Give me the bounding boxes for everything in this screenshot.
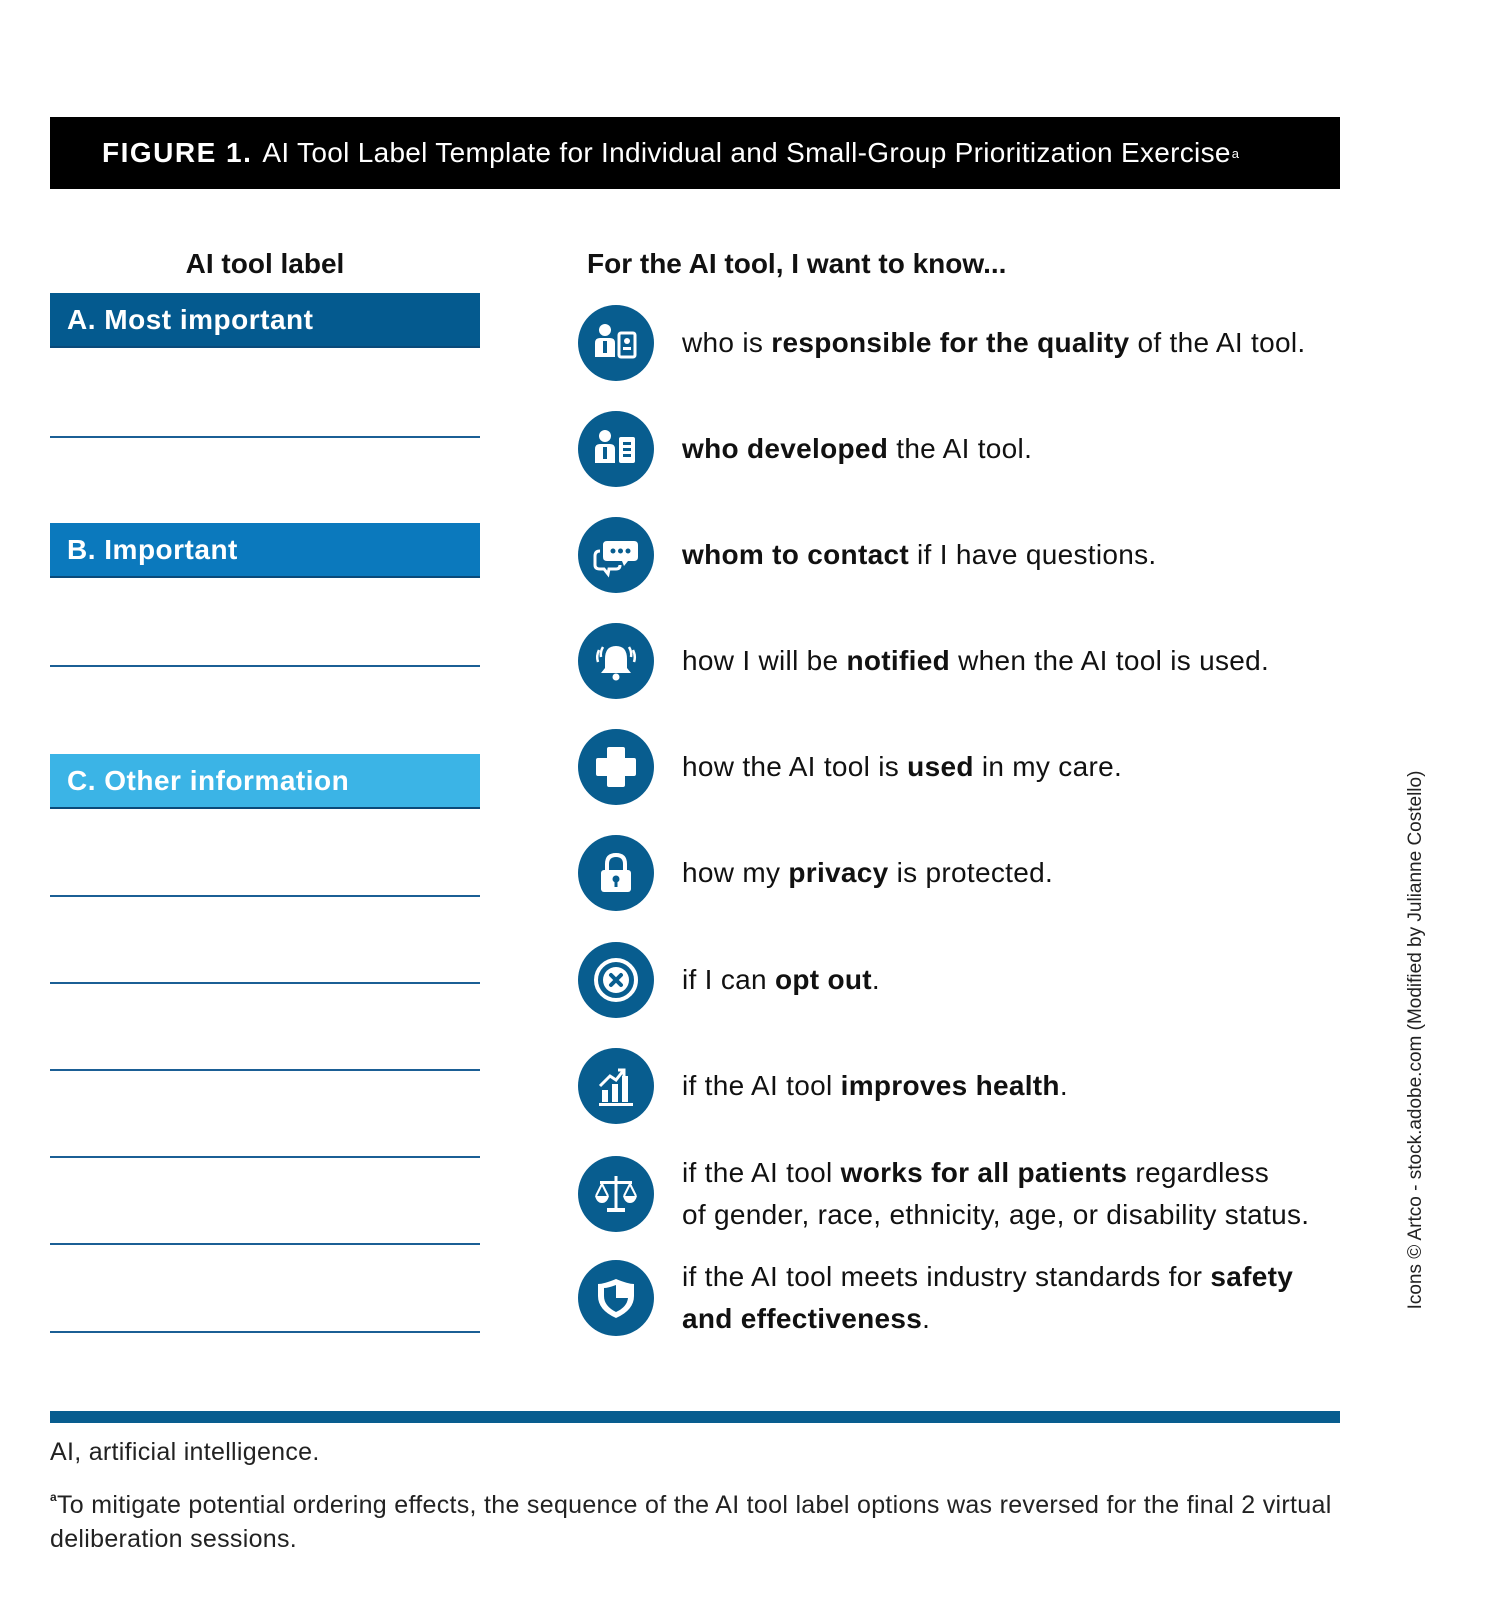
blank-line — [50, 982, 480, 984]
item-text-segment: how the AI tool is — [682, 751, 908, 782]
item-text-segment: if the AI tool — [682, 1157, 841, 1188]
ordering-footnote — [50, 1480, 1350, 1556]
item-text-emphasis: responsible for the quality — [771, 327, 1130, 358]
item-text — [682, 534, 1157, 576]
item-text-segment: in my care. — [973, 751, 1123, 782]
info-item — [578, 1256, 1293, 1340]
info-item — [578, 835, 1053, 911]
category-label: C. Other information — [67, 764, 350, 796]
figure-title: AI Tool Label Template for Individual and Small-Group Prioritization Exercise — [262, 137, 1231, 168]
info-item — [578, 411, 1032, 487]
item-text — [682, 852, 1053, 894]
item-text-segment: if the AI tool meets industry standards for — [682, 1261, 1211, 1292]
item-text-segment: regardless — [1127, 1157, 1270, 1188]
bottom-divider — [50, 1411, 1340, 1423]
blank-line — [50, 895, 480, 897]
item-text-segment: when the AI tool is used. — [950, 645, 1270, 676]
person-document-icon — [578, 411, 654, 487]
item-text-segment: if I can — [682, 964, 775, 995]
shield-icon — [578, 1260, 654, 1336]
medical-cross-icon — [578, 729, 654, 805]
item-text-emphasis: used — [907, 751, 974, 782]
item-text — [682, 746, 1122, 788]
chat-bubbles-icon — [578, 517, 654, 593]
item-text — [682, 1256, 1293, 1340]
item-text — [682, 428, 1032, 470]
item-text-emphasis: notified — [846, 645, 950, 676]
item-text-emphasis: improves health — [840, 1070, 1060, 1101]
blank-line — [50, 436, 480, 438]
item-text-segment: is protected. — [888, 857, 1054, 888]
item-text-segment: of gender, race, ethnicity, age, or disability status. — [682, 1199, 1310, 1230]
item-text — [682, 640, 1269, 682]
blank-line — [50, 1156, 480, 1158]
footnote-text: To mitigate potential ordering effects, the sequence of the AI tool label options was reversed for the final 2 virtual deliberation sessions. — [50, 1491, 1332, 1553]
info-item — [578, 1152, 1309, 1236]
abbreviation-note: AI, artificial intelligence. — [50, 1438, 320, 1466]
item-text-segment: how I will be — [682, 645, 847, 676]
icon-credit: Icons © Artco - stock.adobe.com (Modified by Julianne Costello) — [1405, 770, 1426, 1310]
blank-line — [50, 1069, 480, 1071]
item-text-segment: of the AI tool. — [1129, 327, 1306, 358]
category-other-information — [50, 754, 480, 809]
item-text-segment: if I have questions. — [908, 539, 1157, 570]
item-text — [682, 1065, 1068, 1107]
padlock-icon — [578, 835, 654, 911]
info-item — [578, 729, 1122, 805]
category-most-important — [50, 293, 480, 348]
blank-line — [50, 1243, 480, 1245]
item-text — [682, 322, 1305, 364]
info-item — [578, 942, 880, 1018]
item-text-segment: . — [871, 964, 881, 995]
item-text-emphasis: and effectiveness — [682, 1303, 923, 1334]
figure-footnote-mark: a — [1231, 145, 1240, 161]
blank-line — [50, 1331, 480, 1333]
item-text — [682, 959, 880, 1001]
figure-title-bar — [50, 117, 1340, 189]
figure-number: FIGURE 1. — [102, 137, 253, 168]
right-column-heading: For the AI tool, I want to know... — [587, 248, 1007, 279]
item-text-segment: . — [1059, 1070, 1068, 1101]
item-text-segment: who is — [682, 327, 772, 358]
footnote-mark: a — [50, 1490, 57, 1504]
item-text-emphasis: who developed — [682, 433, 889, 464]
person-id-badge-icon — [578, 305, 654, 381]
category-label: A. Most important — [67, 303, 314, 335]
item-text-emphasis: opt out — [774, 964, 872, 995]
item-text-segment: if the AI tool — [682, 1070, 841, 1101]
item-text-emphasis: works for all patients — [840, 1157, 1128, 1188]
item-text-emphasis: privacy — [788, 857, 889, 888]
info-item — [578, 1048, 1068, 1124]
item-text — [682, 1152, 1309, 1236]
x-circle-icon — [578, 942, 654, 1018]
balance-scale-icon — [578, 1156, 654, 1232]
category-important — [50, 523, 480, 578]
item-text-segment: . — [922, 1303, 931, 1334]
info-item — [578, 305, 1305, 381]
left-column-heading: AI tool label — [185, 248, 345, 279]
item-text-emphasis: whom to contact — [682, 539, 909, 570]
info-item — [578, 623, 1269, 699]
bar-chart-up-icon — [578, 1048, 654, 1124]
alarm-bell-icon — [578, 623, 654, 699]
category-label: B. Important — [67, 533, 238, 565]
info-item — [578, 517, 1157, 593]
item-text-emphasis: safety — [1210, 1261, 1294, 1292]
item-text-segment: how my — [682, 857, 789, 888]
blank-line — [50, 665, 480, 667]
item-text-segment: the AI tool. — [888, 433, 1033, 464]
